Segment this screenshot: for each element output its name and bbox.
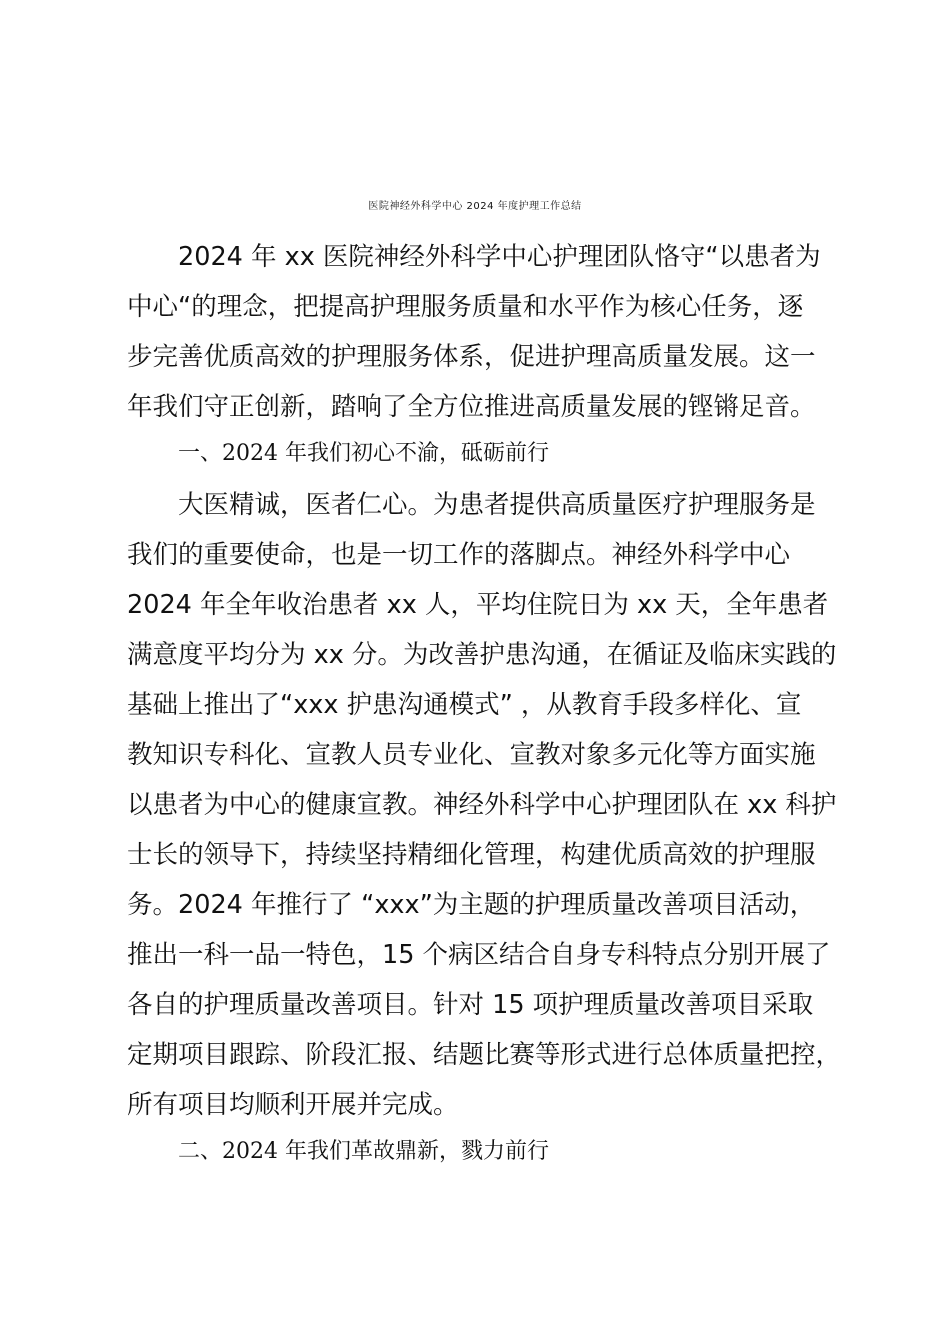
section-1-line-6: 教知识专科化、宣教人员专业化、宣教对象多元化等方面实施 [127,740,816,770]
intro-line-2: 中心“的理念，把提高护理服务质量和水平作为核心任务，逐 [127,292,804,322]
section-1-line-5: 基础上推出了“xxx 护患沟通模式” ，从教育手段多样化、宣 [127,690,802,720]
section-1-line-9: 务。2024 年推行了 “xxx”为主题的护理质量改善项目活动， [127,890,816,920]
section-1-line-10: 推出一科一品一特色，15 个病区结合自身专科特点分别开展了 [127,940,831,970]
section-2-heading: 二、2024 年我们革故鼎新，戮力前行 [178,1139,549,1164]
section-1-heading: 一、2024 年我们初心不渝，砥砺前行 [178,441,549,466]
intro-line-1: 2024 年 xx 医院神经外科学中心护理团队恪守“以患者为 [178,242,821,272]
section-1-line-1: 大医精诚，医者仁心。为患者提供高质量医疗护理服务是 [178,490,816,520]
section-1-line-12: 定期项目跟踪、阶段汇报、结题比赛等形式进行总体质量把控， [127,1040,842,1070]
section-1-line-4: 满意度平均分为 xx 分。为改善护患沟通，在循证及临床实践的 [127,640,837,670]
section-1-line-3: 2024 年全年收治患者 xx 人，平均住院日为 xx 天，全年患者 [127,590,829,620]
document-title: 医院神经外科学中心 2024 年度护理工作总结 [368,201,582,212]
intro-line-4: 年我们守正创新，踏响了全方位推进高质量发展的铿锵足音。 [127,392,816,422]
section-1-line-8: 士长的领导下，持续坚持精细化管理，构建优质高效的护理服 [127,840,816,870]
section-1-line-2: 我们的重要使命，也是一切工作的落脚点。神经外科学中心 [127,540,791,570]
section-1-line-7: 以患者为中心的健康宣教。神经外科学中心护理团队在 xx 科护 [127,790,837,820]
section-1-line-13: 所有项目均顺利开展并完成。 [127,1090,459,1120]
intro-line-3: 步完善优质高效的护理服务体系，促进护理高质量发展。这一 [127,342,816,372]
section-1-line-11: 各自的护理质量改善项目。针对 15 项护理质量改善项目采取 [127,990,814,1020]
